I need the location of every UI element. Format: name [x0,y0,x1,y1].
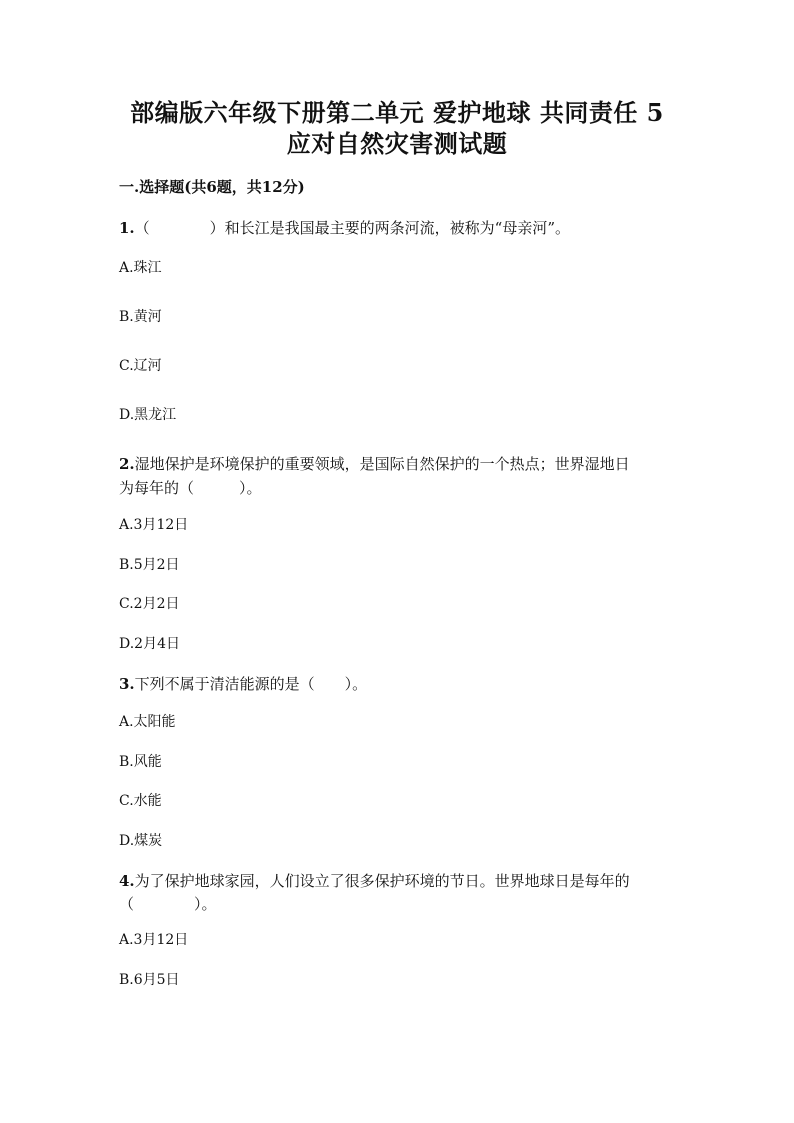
option-3a: A.太阳能 [119,714,176,730]
question-number: 2. [119,455,135,473]
document-title-line-2: 应对自然灾害测试题 [286,129,508,158]
question-text: （ ）和长江是我国最主要的两条河流，被称为“母亲河”。 [134,219,571,237]
option-1c: C.辽河 [119,358,162,374]
option-2d: D.2月4日 [119,636,180,652]
option-1d: D.黑龙江 [119,407,177,423]
question-4 [119,869,679,893]
question-text: 为了保护地球家园，人们设立了很多保护环境的节日。世界地球日是每年的 [134,872,630,890]
option-3c: C.水能 [119,793,162,809]
option-2b: B.5月2日 [119,557,180,573]
option-2a: A.3月12日 [119,517,189,533]
option-1b: B.黄河 [119,309,162,325]
option-4b: B.6月5日 [119,972,180,988]
question-2 [119,452,679,476]
document-title-line-1: 部编版六年级下册第二单元 爱护地球 共同责任 5 [130,98,664,127]
option-1a: A.珠江 [119,260,162,276]
question-4-continued: （ ）。 [119,895,217,913]
question-text: 下列不属于清洁能源的是（ ）。 [134,675,368,693]
question-2-continued: 为每年的（ ）。 [119,479,262,497]
question-1 [119,216,679,240]
option-3d: D.煤炭 [119,833,163,849]
option-4a: A.3月12日 [119,932,189,948]
option-2c: C.2月2日 [119,596,180,612]
question-number: 1. [119,219,135,237]
option-3b: B.风能 [119,754,162,770]
question-3 [119,672,679,696]
section-heading: 一.选择题(共6题，共12分) [119,178,305,196]
question-number: 3. [119,675,135,693]
question-text: 湿地保护是环境保护的重要领域，是国际自然保护的一个热点；世界湿地日 [134,455,630,473]
question-number: 4. [119,872,135,890]
